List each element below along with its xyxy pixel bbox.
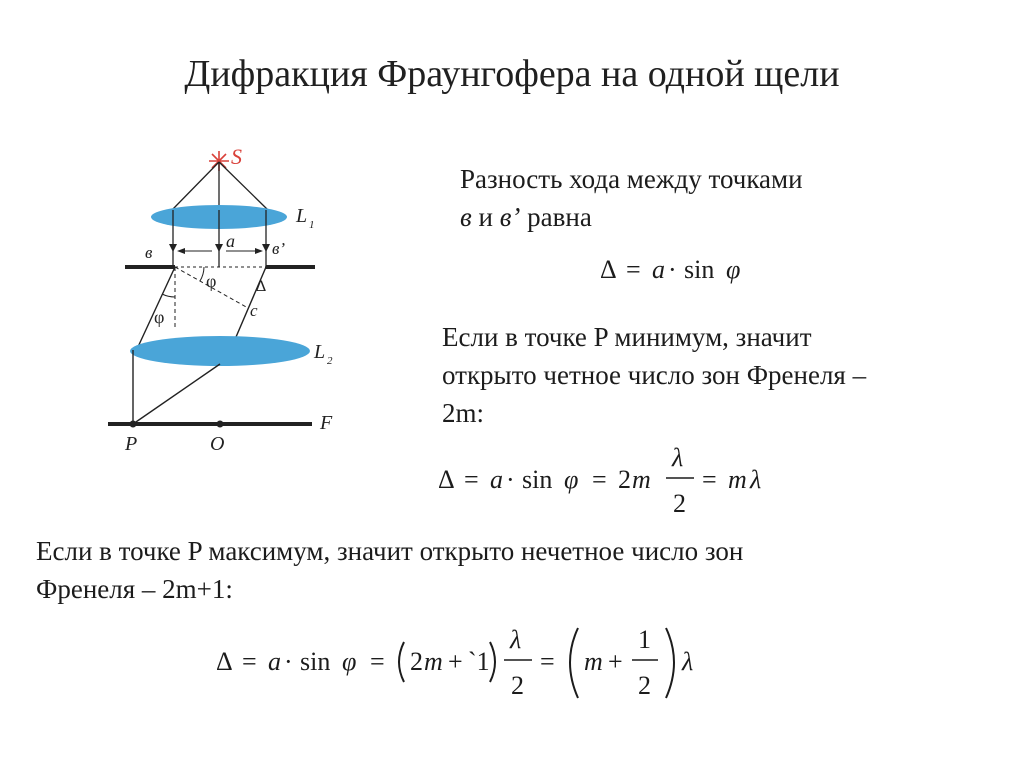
label-source: S	[231, 144, 242, 169]
point-o-dot	[217, 421, 224, 428]
f1-sin: sin	[684, 255, 715, 284]
label-point-p: P	[125, 433, 138, 455]
f3-m: m	[424, 647, 443, 676]
f2-two: 2	[618, 465, 631, 494]
f3-lambda-numerator: λ	[510, 625, 522, 654]
label-edge-left: в	[145, 243, 153, 262]
formula-path-difference	[598, 250, 778, 290]
f3-two: 2	[410, 647, 423, 676]
slide-title: Дифракция Фраунгофера на одной щели	[184, 53, 840, 95]
path-difference-text	[460, 160, 803, 236]
slit-diffraction-diagram	[100, 140, 370, 470]
f3-lambda2: λ	[682, 647, 694, 676]
f2-sin: sin	[522, 465, 553, 494]
label-angle-top: φ	[206, 271, 217, 291]
f3-num-one: 1	[638, 625, 651, 654]
f1-a: a	[652, 255, 665, 284]
block1-line1: Разность хода между точками	[460, 164, 803, 194]
point-v2-label: в’	[499, 202, 521, 232]
f2-a: a	[490, 465, 503, 494]
f2-eq1: =	[464, 465, 479, 494]
f1-delta: Δ	[600, 255, 617, 284]
f1-eq: =	[626, 255, 641, 284]
block2-line1: Если в точке P минимум, значит	[442, 322, 812, 352]
label-angle-left: φ	[154, 307, 165, 327]
maximum-condition-text	[36, 532, 743, 608]
formula-maximum	[214, 618, 714, 708]
f3-denominator2: 2	[638, 671, 651, 700]
point-v-label: в	[460, 202, 472, 232]
label-delta: Δ	[256, 278, 267, 295]
f3-phi: φ	[342, 647, 357, 676]
block3-line1: Если в точке P максимум, значит открыто нечетное число зон	[36, 536, 744, 566]
f3-one: `1	[468, 647, 490, 676]
f3-dot: ·	[284, 647, 293, 676]
f3-eq3: =	[540, 647, 555, 676]
formula-minimum	[436, 440, 796, 520]
label-point-o: O	[210, 433, 225, 455]
and-word: и	[471, 202, 500, 232]
minimum-condition-text	[442, 318, 866, 432]
f2-denominator: 2	[673, 489, 686, 518]
f2-dot: ·	[506, 465, 515, 494]
label-lens2: L	[314, 341, 326, 363]
f2-m: m	[632, 465, 651, 494]
f2-phi: φ	[564, 465, 579, 494]
f3-plus: +	[448, 647, 463, 676]
f3-big-paren-open	[570, 628, 578, 698]
f2-eq3: =	[702, 465, 717, 494]
f3-paren-open	[399, 642, 404, 682]
equal-word: равна	[520, 202, 592, 232]
f3-eq1: =	[242, 647, 257, 676]
f3-denominator: 2	[511, 671, 524, 700]
label-point-c: c	[250, 301, 258, 320]
f3-plus2: +	[608, 647, 623, 676]
f2-lambda2: λ	[750, 465, 762, 494]
label-focal-plane: F	[320, 412, 333, 434]
point-p-dot	[130, 421, 137, 428]
label-edge-right: в’	[272, 239, 286, 258]
f2-eq2: =	[592, 465, 607, 494]
label-lens2-sub: 2	[327, 355, 333, 367]
f3-delta: Δ	[216, 647, 233, 676]
f2-delta: Δ	[438, 465, 455, 494]
label-slit-width: a	[226, 231, 235, 251]
f3-eq2: =	[370, 647, 385, 676]
label-lens1-sub: 1	[309, 219, 315, 231]
f3-m2: m	[584, 647, 603, 676]
f3-sin: sin	[300, 647, 331, 676]
f3-a: a	[268, 647, 281, 676]
block2-line2: открыто четное число зон Френеля –	[442, 360, 867, 390]
label-lens1: L	[296, 205, 308, 227]
f2-m2: m	[728, 465, 747, 494]
f1-dot: ·	[668, 255, 677, 284]
block2-line3: 2m:	[442, 398, 485, 428]
lens-l2	[130, 336, 310, 366]
f2-lambda-numerator: λ	[672, 443, 684, 472]
f3-big-paren-close	[666, 628, 674, 698]
block1-line2	[460, 198, 803, 236]
f3-paren-close	[490, 642, 495, 682]
f1-phi: φ	[726, 255, 741, 284]
block3-line2: Френеля – 2m+1:	[36, 574, 233, 604]
